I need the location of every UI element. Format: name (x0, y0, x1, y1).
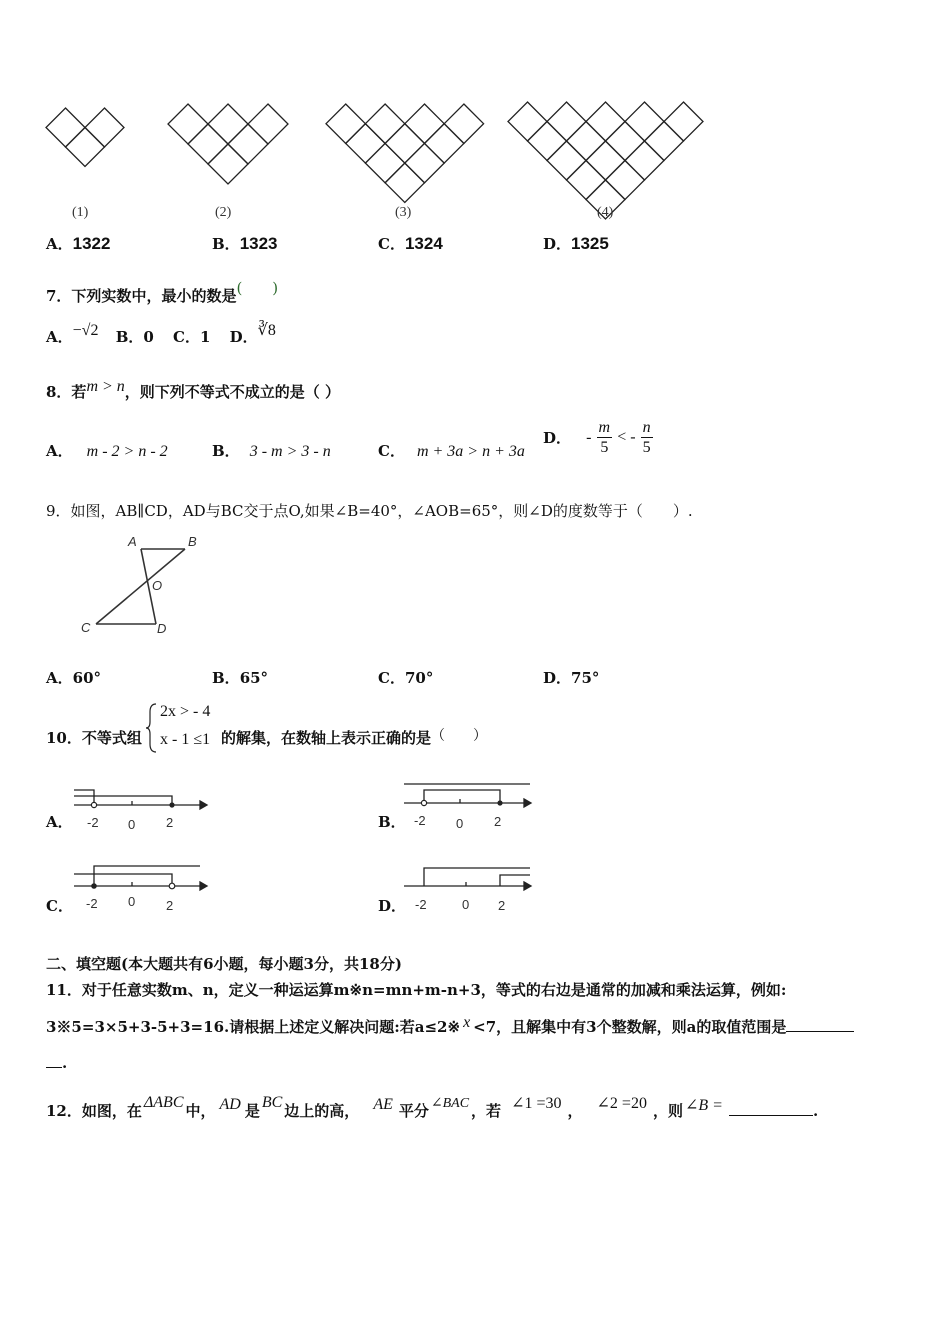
number-line-c (74, 862, 209, 917)
q7-answer-paren: ( ) (236, 279, 279, 297)
triangle-abc: ΔABC (143, 1094, 184, 1111)
diamond (346, 124, 385, 163)
option-value: 1322 (72, 234, 111, 253)
tick-2: 2 (494, 814, 502, 829)
diamond (365, 104, 404, 143)
diamond (385, 163, 424, 202)
option-expression: m + 3a > n + 3a (416, 443, 525, 460)
q9-geometry-figure (78, 532, 218, 642)
diamond (85, 108, 124, 147)
option-value: ∛8 (257, 322, 276, 339)
q6-option-a[interactable] (46, 233, 110, 254)
number-line-a (74, 780, 209, 835)
q12-text: 是 (244, 1102, 260, 1120)
diamond (508, 102, 547, 141)
option-letter: B． (212, 442, 240, 460)
q7-option-d[interactable] (229, 322, 276, 346)
q12-stem (46, 1094, 819, 1121)
diamond (528, 122, 567, 161)
tick-2: 2 (166, 815, 174, 830)
figure-caption-1: (1) (72, 205, 89, 220)
diamond (385, 124, 424, 163)
tick-neg2: -2 (86, 896, 98, 911)
label-o: O (152, 578, 163, 593)
q10-option-c[interactable]: C． (46, 897, 73, 915)
label-d: D (157, 621, 167, 636)
tick-2: 2 (498, 898, 506, 913)
q7-options (46, 322, 276, 347)
q7-stem (46, 279, 279, 306)
q12-text: ， (567, 1102, 583, 1120)
option-value: 65° (239, 669, 269, 687)
diamond (444, 104, 483, 143)
option-value: 1324 (404, 234, 443, 253)
option-letter: A． (46, 669, 73, 687)
option-letter: A． (46, 442, 73, 460)
option-letter: C． (378, 669, 405, 687)
section-heading: 二、填空题(本大题共有6小题，每小题3分，共18分) (46, 955, 402, 973)
segment-ad: AD (219, 1096, 241, 1113)
diamond (228, 124, 268, 164)
angle-b: ∠B = (684, 1097, 723, 1114)
diamond (66, 128, 105, 167)
option-expression: 3 - m > 3 - n (249, 443, 331, 460)
q7-stem-text: 7．下列实数中，最小的数是 (46, 287, 237, 305)
q11-line2-pre: 3※5=3×5+3-5+3=16.请根据上述定义解决问题:若a≤2※ (46, 1018, 461, 1036)
q8-condition: m > n (86, 378, 125, 395)
fraction-m-over-5 (597, 418, 613, 457)
ineq-1: 2x > - 4 (160, 703, 211, 720)
system-brace (146, 702, 158, 754)
q12-answer-blank[interactable] (729, 1115, 813, 1116)
segment-bc (96, 549, 185, 624)
q6-option-b[interactable] (212, 233, 278, 254)
q7-option-a[interactable] (46, 322, 99, 346)
diamond (547, 102, 586, 141)
diamond (567, 161, 606, 200)
q8-option-b[interactable] (212, 440, 331, 461)
q11-answer-blank-cont[interactable] (46, 1067, 62, 1068)
diamond (625, 141, 664, 180)
option-letter: A． (46, 235, 73, 253)
label-a: A (128, 534, 137, 549)
q11-end: . (62, 1054, 68, 1072)
option-letter: B． (212, 669, 240, 687)
q8-stem-pre: 8．若 (46, 383, 87, 401)
option-letter: D． (543, 235, 572, 253)
q12-end: . (812, 1102, 819, 1120)
q12-text: ，则 (652, 1102, 683, 1120)
q8-option-a[interactable] (46, 440, 168, 461)
diamond (405, 143, 444, 182)
figure-caption-3: (3) (395, 205, 412, 220)
q10-option-b[interactable]: B． (378, 813, 406, 831)
option-letter: C． (378, 442, 405, 460)
q9-stem: 9．如图，AB∥CD，AD与BC交于点O,如果∠B=40°，∠AOB=65°，则∠D的度数等于（ ）. (46, 502, 693, 520)
variable-x: x (463, 1014, 471, 1031)
q11-line2-post: <7，且解集中有3个整数解，则a的取值范围是 (473, 1018, 787, 1036)
diamond (208, 104, 248, 144)
segment-bc: BC (261, 1094, 283, 1111)
q10-stem-post-text: 的解集，在数轴上表示正确的是 (221, 729, 432, 747)
figure-caption-4: (4) (597, 205, 614, 220)
numerator: n (642, 419, 651, 436)
q12-text: 平分 (398, 1102, 429, 1120)
q11-line1: 11．对于任意实数m、n，定义一种运运算m※n=mn+m-n+3，等式的右边是通常的加减和乘法运算，例如: (46, 981, 787, 999)
q8-option-d[interactable] (543, 418, 653, 457)
number-line-d (404, 862, 544, 917)
ineq-2: x - 1 ≤1 (160, 731, 211, 748)
diamond (664, 102, 703, 141)
label-b: B (188, 534, 197, 549)
q10-option-a[interactable]: A． (46, 813, 73, 831)
q12-pre: 12．如图，在 (46, 1102, 142, 1120)
option-letter: D． (229, 328, 258, 346)
q9-option-c[interactable] (378, 667, 433, 688)
q11-line2 (46, 1016, 854, 1037)
denominator: 5 (642, 439, 651, 456)
diamond (208, 144, 248, 184)
q7-option-b[interactable]: B．0 (115, 328, 154, 346)
q6-option-c[interactable] (378, 233, 443, 254)
tick-2: 2 (166, 898, 174, 913)
option-value: −√2 (72, 322, 99, 339)
q12-text: ，若 (471, 1102, 502, 1120)
option-letter: D． (543, 669, 572, 687)
option-letter: A． (46, 328, 73, 346)
option-letter: D． (543, 429, 572, 447)
option-value: 70° (404, 669, 434, 687)
diamond (188, 124, 228, 164)
tick-0: 0 (456, 816, 464, 831)
option-value: 1325 (571, 234, 609, 253)
q8-stem-post: ，则下列不等式不成立的是（ ） (124, 383, 341, 401)
diamond (425, 124, 464, 163)
option-letter: B． (212, 235, 240, 253)
q10-stem-post (221, 727, 487, 748)
q10-stem-pre: 10．不等式组 (46, 729, 142, 747)
diamond (405, 104, 444, 143)
diamond (645, 122, 684, 161)
q12-text: 中， (185, 1102, 216, 1120)
option-value: 60° (72, 669, 102, 687)
number-line-b (404, 778, 544, 833)
diamond (326, 104, 365, 143)
minus-sign: - (586, 428, 592, 446)
q6-option-d[interactable] (543, 233, 609, 254)
denominator: 5 (600, 439, 609, 456)
tick-neg2: -2 (87, 815, 99, 830)
fraction-n-over-5 (641, 418, 653, 457)
q12-text: 边上的高， (284, 1102, 360, 1120)
figure-caption-2: (2) (215, 205, 232, 220)
q7-option-c[interactable]: C．1 (173, 328, 211, 346)
diamond (248, 104, 288, 144)
tick-0: 0 (462, 897, 470, 912)
less-than-minus: < - (617, 428, 636, 446)
tick-neg2: -2 (415, 897, 427, 912)
q11-answer-blank[interactable] (786, 1031, 854, 1032)
option-expression: m - 2 > n - 2 (86, 443, 168, 460)
q8-option-c[interactable] (378, 440, 525, 461)
diamond (567, 122, 606, 161)
angle-2-value: ∠2 =20 (596, 1095, 647, 1112)
diamond (168, 104, 208, 144)
tick-neg2: -2 (414, 813, 426, 828)
angle-bac: ∠BAC (430, 1096, 470, 1111)
label-c: C (81, 620, 91, 635)
option-value: 75° (571, 669, 600, 687)
option-letter: C． (378, 235, 405, 253)
q10-answer-paren: （ ） (431, 728, 488, 744)
diamond (606, 161, 645, 200)
segment-ae: AE (373, 1096, 393, 1113)
q11-line3 (46, 1054, 67, 1072)
pattern-figure-1 (0, 0, 950, 240)
diamond (625, 102, 664, 141)
tick-0: 0 (128, 817, 136, 832)
diamond (586, 141, 625, 180)
q9-option-a[interactable] (46, 667, 101, 688)
q9-option-b[interactable] (212, 667, 268, 688)
q8-stem (46, 378, 341, 402)
q9-option-d[interactable] (543, 667, 599, 688)
diamond (547, 141, 586, 180)
angle-1-value: ∠1 =30 (511, 1095, 562, 1112)
diamond (606, 122, 645, 161)
tick-0: 0 (128, 894, 136, 909)
diamond (586, 102, 625, 141)
q10-option-d[interactable]: D． (378, 897, 407, 915)
numerator: m (598, 419, 611, 436)
diamond (46, 108, 85, 147)
option-value: 1323 (239, 234, 278, 253)
diamond (365, 143, 404, 182)
